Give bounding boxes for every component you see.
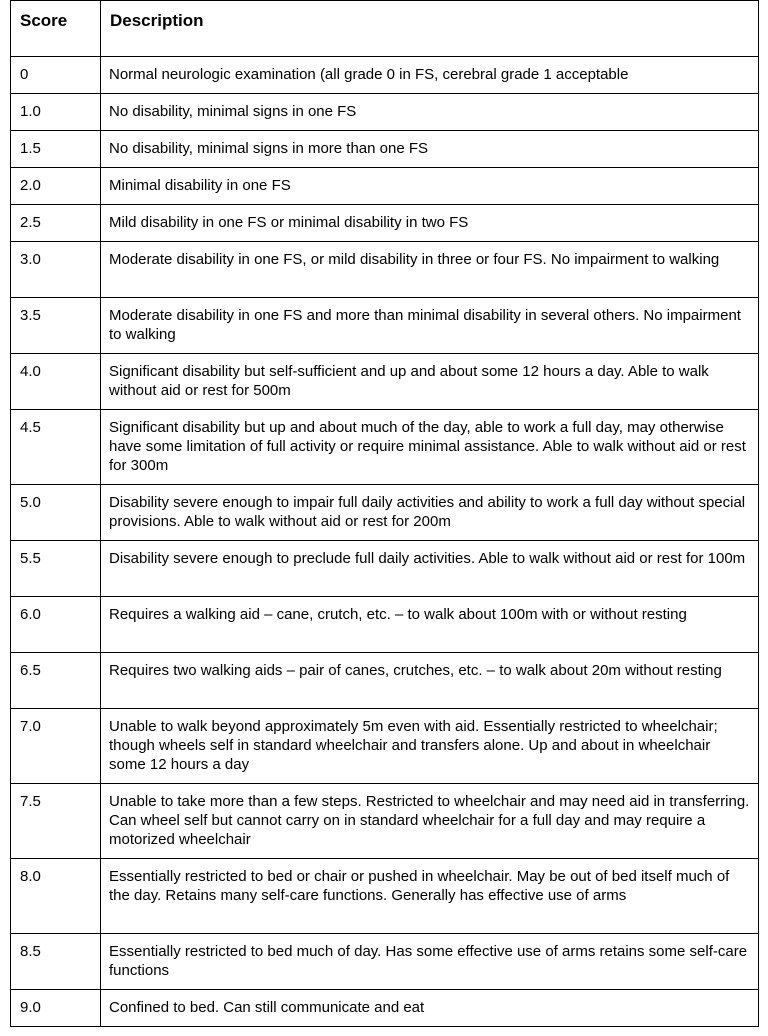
score-cell: 3.0 xyxy=(11,242,101,298)
table-row xyxy=(11,242,759,298)
description-cell: Requires a walking aid – cane, crutch, etc. – to walk about 100m with or without resting xyxy=(101,597,759,653)
description-cell: Minimal disability in one FS xyxy=(101,168,759,205)
score-cell: 3.5 xyxy=(11,298,101,354)
score-cell: 4.0 xyxy=(11,354,101,410)
description-cell: Mild disability in one FS or minimal disability in two FS xyxy=(101,205,759,242)
table-row xyxy=(11,94,759,131)
score-cell: 1.0 xyxy=(11,94,101,131)
description-cell: Significant disability but self-sufficient and up and about some 12 hours a day. Able to walk without aid or rest for 500m xyxy=(101,354,759,410)
description-cell: No disability, minimal signs in one FS xyxy=(101,94,759,131)
score-cell: 1.5 xyxy=(11,131,101,168)
table-row xyxy=(11,859,759,934)
score-cell: 0 xyxy=(11,57,101,94)
score-cell: 8.5 xyxy=(11,934,101,990)
table-row xyxy=(11,168,759,205)
score-cell: 5.0 xyxy=(11,485,101,541)
score-cell: 6.0 xyxy=(11,597,101,653)
description-cell: Normal neurologic examination (all grade 0 in FS, cerebral grade 1 acceptable xyxy=(101,57,759,94)
description-cell: Essentially restricted to bed or chair or pushed in wheelchair. May be out of bed itself much of the day. Retains many self-care functions. Generally has effective use of arms xyxy=(101,859,759,934)
table-row xyxy=(11,597,759,653)
score-cell: 9.0 xyxy=(11,990,101,1027)
description-cell: Significant disability but up and about much of the day, able to work a full day, may otherwise have some limitation of full activity or require minimal assistance. Able to walk without aid or rest for 300m xyxy=(101,410,759,485)
description-cell: Unable to walk beyond approximately 5m even with aid. Essentially restricted to wheelchair; though wheels self in standard wheelchair and transfers alone. Up and about in wheelchair some 12 hours a day xyxy=(101,709,759,784)
table-row xyxy=(11,653,759,709)
column-header-score: Score xyxy=(11,1,101,57)
description-cell: Moderate disability in one FS, or mild disability in three or four FS. No impairment to walking xyxy=(101,242,759,298)
score-cell: 2.5 xyxy=(11,205,101,242)
score-cell: 2.0 xyxy=(11,168,101,205)
table-row xyxy=(11,410,759,485)
description-cell: Disability severe enough to preclude full daily activities. Able to walk without aid or rest for 100m xyxy=(101,541,759,597)
column-header-description: Description xyxy=(101,1,759,57)
table-row xyxy=(11,205,759,242)
table-row xyxy=(11,485,759,541)
score-cell: 4.5 xyxy=(11,410,101,485)
table-row xyxy=(11,298,759,354)
table-row xyxy=(11,934,759,990)
score-cell: 7.0 xyxy=(11,709,101,784)
score-cell: 6.5 xyxy=(11,653,101,709)
table-row xyxy=(11,784,759,859)
description-cell: Unable to take more than a few steps. Restricted to wheelchair and may need aid in transferring. Can wheel self but cannot carry on in standard wheelchair for a full day and may require a motorized wheelchair xyxy=(101,784,759,859)
description-cell: No disability, minimal signs in more than one FS xyxy=(101,131,759,168)
score-cell: 8.0 xyxy=(11,859,101,934)
table-row xyxy=(11,354,759,410)
table-row xyxy=(11,709,759,784)
table-row xyxy=(11,990,759,1027)
table-row xyxy=(11,131,759,168)
table-row xyxy=(11,57,759,94)
edss-score-table xyxy=(10,0,759,1027)
score-cell: 7.5 xyxy=(11,784,101,859)
description-cell: Requires two walking aids – pair of canes, crutches, etc. – to walk about 20m without resting xyxy=(101,653,759,709)
description-cell: Essentially restricted to bed much of day. Has some effective use of arms retains some self-care functions xyxy=(101,934,759,990)
description-cell: Moderate disability in one FS and more than minimal disability in several others. No impairment to walking xyxy=(101,298,759,354)
description-cell: Confined to bed. Can still communicate and eat xyxy=(101,990,759,1027)
description-cell: Disability severe enough to impair full daily activities and ability to work a full day without special provisions. Able to walk without aid or rest for 200m xyxy=(101,485,759,541)
table-row xyxy=(11,541,759,597)
score-cell: 5.5 xyxy=(11,541,101,597)
table-header-row xyxy=(11,1,759,57)
